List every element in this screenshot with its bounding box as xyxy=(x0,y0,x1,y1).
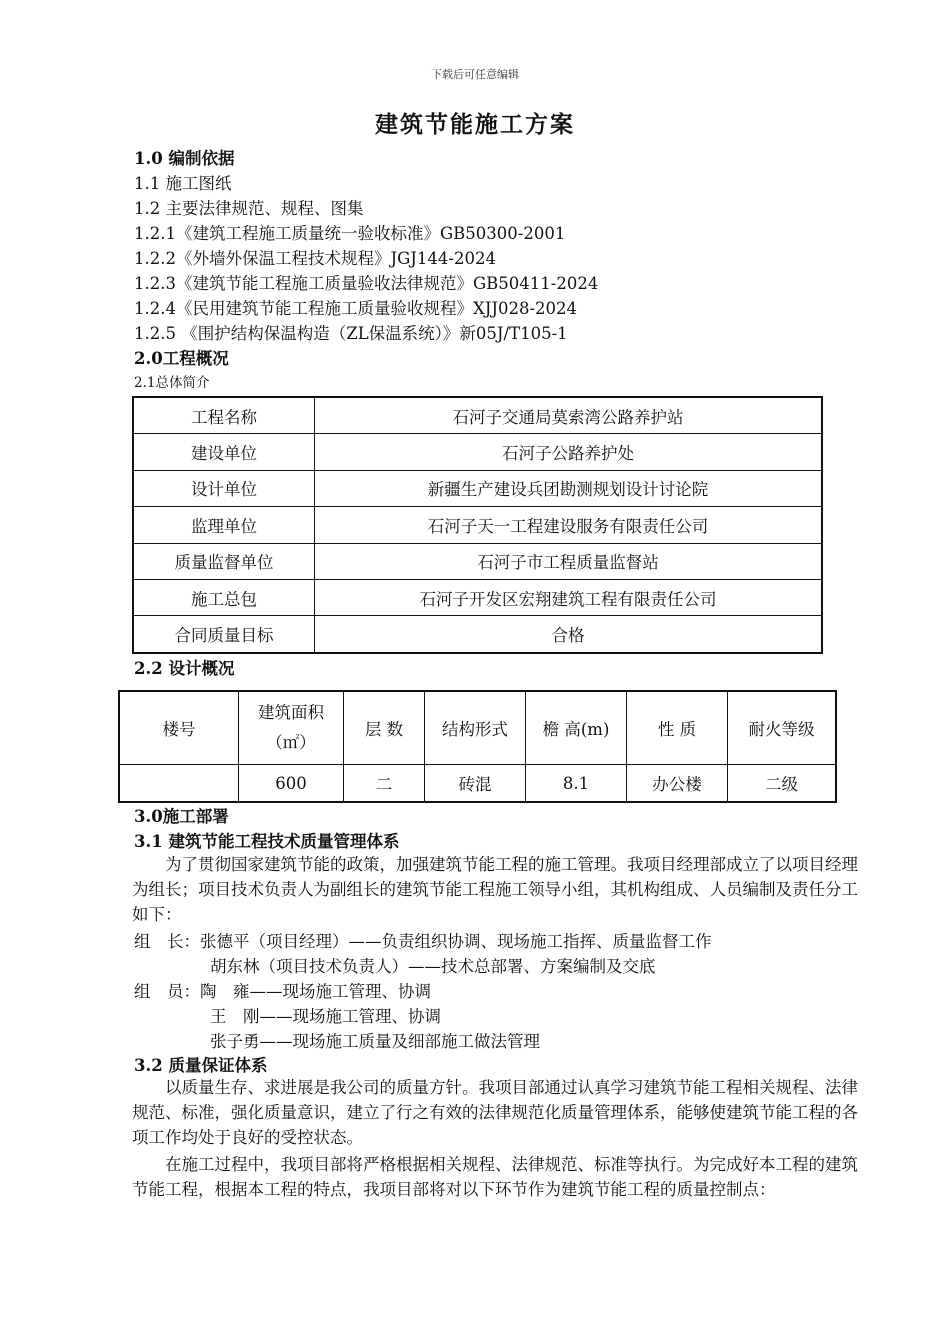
team-member-line: 组 员：陶 雍——现场施工管理、协调 xyxy=(134,982,431,1001)
team-member-line: 张子勇——现场施工质量及细部施工做法管理 xyxy=(210,1032,540,1051)
table-cell: 二 xyxy=(344,765,425,803)
table-header-row xyxy=(119,691,836,765)
table-key-cell: 工程名称 xyxy=(133,397,315,434)
table-value-cell: 石河子开发区宏翔建筑工程有限责任公司 xyxy=(315,579,823,615)
basis-item: 1.2.1《建筑工程施工质量统一验收标准》GB50300-2001 xyxy=(134,224,566,243)
design-subheading: 2.2 设计概况 xyxy=(134,659,235,678)
table-row xyxy=(133,543,822,579)
table-key-cell: 合同质量目标 xyxy=(133,616,315,653)
table-cell: 600 xyxy=(239,765,344,803)
table-header-cell: 层 数 xyxy=(344,691,425,765)
table-value-cell: 石河子天一工程建设服务有限责任公司 xyxy=(315,507,823,543)
quality-paragraph xyxy=(132,1076,862,1150)
table-row xyxy=(133,616,822,653)
table-key-cell: 质量监督单位 xyxy=(133,543,315,579)
basis-item: 1.2.2《外墙外保温工程技术规程》JGJ144-2024 xyxy=(134,249,496,268)
header-watermark: 下载后可任意编辑 xyxy=(431,68,519,81)
basis-item: 1.2.4《民用建筑节能工程施工质量验收规程》XJJ028-2024 xyxy=(134,299,578,318)
table-cell: 办公楼 xyxy=(627,765,728,803)
paragraph-text: 以质量生存、求进展是我公司的质量方针。我项目部通过认真学习建筑节能工程相关规程、法律规范、标准，强化质量意识，建立了行之有效的法律规范化质量管理体系，能够使建筑节能工程的各项工作均处于良好的受控状态。 xyxy=(132,1078,858,1147)
table-value-cell: 合格 xyxy=(315,616,823,653)
team-leader-line: 组 长：张德平（项目经理）——负责组织协调、现场施工指挥、质量监督工作 xyxy=(134,932,712,951)
table-key-cell: 监理单位 xyxy=(133,507,315,543)
paragraph-text: 在施工过程中，我项目部将严格根据相关规程、法律规范、标准等执行。为完成好本工程的建筑节能工程，根据本工程的特点，我项目部将对以下环节作为建筑节能工程的质量控制点： xyxy=(132,1155,858,1199)
basis-item: 1.2.3《建筑节能工程施工质量验收法律规范》GB50411-2024 xyxy=(134,274,599,293)
overview-table xyxy=(132,396,823,654)
table-value-cell: 石河子公路养护处 xyxy=(315,434,823,470)
table-value-cell: 新疆生产建设兵团勘测规划设计讨论院 xyxy=(315,470,823,506)
table-row xyxy=(119,765,836,803)
table-key-cell: 设计单位 xyxy=(133,470,315,506)
table-header-cell: 性 质 xyxy=(627,691,728,765)
table-key-cell: 施工总包 xyxy=(133,579,315,615)
management-subheading: 3.1 建筑节能工程技术质量管理体系 xyxy=(134,832,400,851)
table-cell xyxy=(119,765,239,803)
management-paragraph xyxy=(132,853,862,927)
table-value-cell: 石河子交通局莫索湾公路养护站 xyxy=(315,397,823,434)
section1-heading: 1.0 编制依据 xyxy=(134,149,235,168)
paragraph-text: 为了贯彻国家建筑节能的政策，加强建筑节能工程的施工管理。我项目经理部成立了以项目经理为组长；项目技术负责人为副组长的建筑节能工程施工领导小组，其机构组成、人员编制及责任分工如下： xyxy=(132,855,858,924)
control-paragraph xyxy=(132,1153,862,1203)
table-row xyxy=(133,434,822,470)
table-header-cell: 檐 高(m) xyxy=(526,691,627,765)
table-row xyxy=(133,397,822,434)
basis-item: 1.1 施工图纸 xyxy=(134,174,232,193)
table-header-cell: 楼号 xyxy=(119,691,239,765)
table-header-cell: 耐火等级 xyxy=(728,691,837,765)
area-header-text: 建筑面积（㎡） xyxy=(258,703,324,752)
table-row xyxy=(133,470,822,506)
table-cell: 砖混 xyxy=(425,765,526,803)
table-cell: 8.1 xyxy=(526,765,627,803)
design-table xyxy=(118,690,837,803)
team-deputy-line: 胡东林（项目技术负责人）——技术总部署、方案编制及交底 xyxy=(210,957,656,976)
table-header-cell: 结构形式 xyxy=(425,691,526,765)
table-cell: 二级 xyxy=(728,765,837,803)
overview-subheading: 2.1总体简介 xyxy=(134,375,210,391)
table-header-cell xyxy=(239,691,344,765)
basis-item: 1.2.5 《围护结构保温构造（ZL保温系统）》新05J/T105-1 xyxy=(134,324,568,343)
document-title: 建筑节能施工方案 xyxy=(375,111,575,138)
table-row xyxy=(133,507,822,543)
table-value-cell: 石河子市工程质量监督站 xyxy=(315,543,823,579)
table-row xyxy=(133,579,822,615)
basis-item: 1.2 主要法律规范、规程、图集 xyxy=(134,199,364,218)
table-key-cell: 建设单位 xyxy=(133,434,315,470)
quality-subheading: 3.2 质量保证体系 xyxy=(134,1056,268,1075)
section2-heading: 2.0工程概况 xyxy=(134,349,229,368)
team-member-line: 王 刚——现场施工管理、协调 xyxy=(210,1007,441,1026)
section3-heading: 3.0施工部署 xyxy=(134,807,229,826)
